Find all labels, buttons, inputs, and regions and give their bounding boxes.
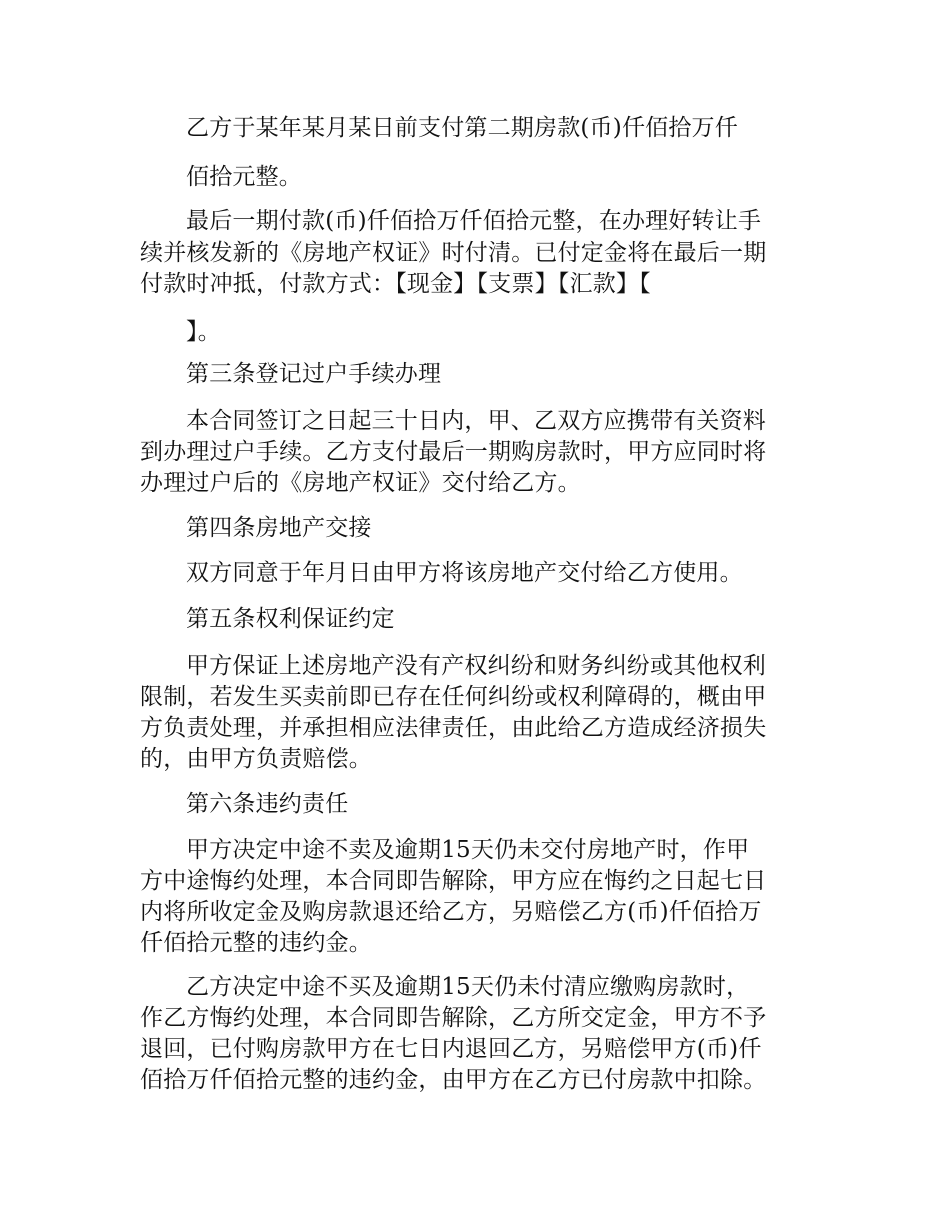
section-heading: 第四条房地产交接 <box>186 515 372 541</box>
paragraph-line: 的，由甲方负责赔偿。 <box>140 746 372 772</box>
section-heading: 第五条权利保证约定 <box>186 606 395 632</box>
paragraph-line: 甲方保证上述房地产没有产权纠纷和财务纠纷或其他权利 <box>186 653 766 679</box>
paragraph-line: 乙方决定中途不买及逾期15天仍未付清应缴购房款时， <box>186 974 750 1000</box>
paragraph-line: 到办理过户手续。乙方支付最后一期购房款时，甲方应同时将 <box>140 439 767 465</box>
paragraph-line: 双方同意于年月日由甲方将该房地产交付给乙方使用。 <box>186 560 743 586</box>
paragraph-line: 作乙方悔约处理，本合同即告解除，乙方所交定金，甲方不予 <box>140 1005 767 1031</box>
section-heading: 第三条登记过户手续办理 <box>186 361 442 387</box>
paragraph-line: 佰拾元整。 <box>186 164 302 190</box>
paragraph-line: 方负责处理，并承担相应法律责任，由此给乙方造成经济损失 <box>140 715 767 741</box>
paragraph-line: 办理过户后的《房地产权证》交付给乙方。 <box>140 470 581 496</box>
paragraph-line: 退回，已付购房款甲方在七日内退回乙方，另赔偿甲方(币)仟 <box>140 1036 762 1062</box>
paragraph-line: 限制，若发生买卖前即已存在任何纠纷或权利障碍的，概由甲 <box>140 684 767 710</box>
paragraph-line: 方中途悔约处理，本合同即告解除，甲方应在悔约之日起七日 <box>140 868 767 894</box>
section-heading: 第六条违约责任 <box>186 791 349 817</box>
paragraph-line: 付款时冲抵，付款方式：【现金】【支票】【汇款】【 <box>140 271 651 297</box>
paragraph-line: 本合同签订之日起三十日内，甲、乙双方应携带有关资料 <box>186 408 766 434</box>
paragraph-line: 内将所收定金及购房款退还给乙方，另赔偿乙方(币)仟佰拾万 <box>140 899 762 925</box>
paragraph-line: 佰拾万仟佰拾元整的违约金，由甲方在乙方已付房款中扣除。 <box>140 1067 767 1093</box>
paragraph-line: 】。 <box>186 319 221 345</box>
paragraph-line: 最后一期付款(币)仟佰拾万仟佰拾元整，在办理好转让手 <box>186 208 762 234</box>
paragraph-line: 仟佰拾元整的违约金。 <box>140 930 372 956</box>
paragraph-line: 续并核发新的《房地产权证》时付清。已付定金将在最后一期 <box>140 240 767 266</box>
paragraph-line: 乙方于某年某月某日前支付第二期房款(币)仟佰拾万仟 <box>186 115 738 141</box>
paragraph-line: 甲方决定中途不卖及逾期15天仍未交付房地产时，作甲 <box>186 837 750 863</box>
